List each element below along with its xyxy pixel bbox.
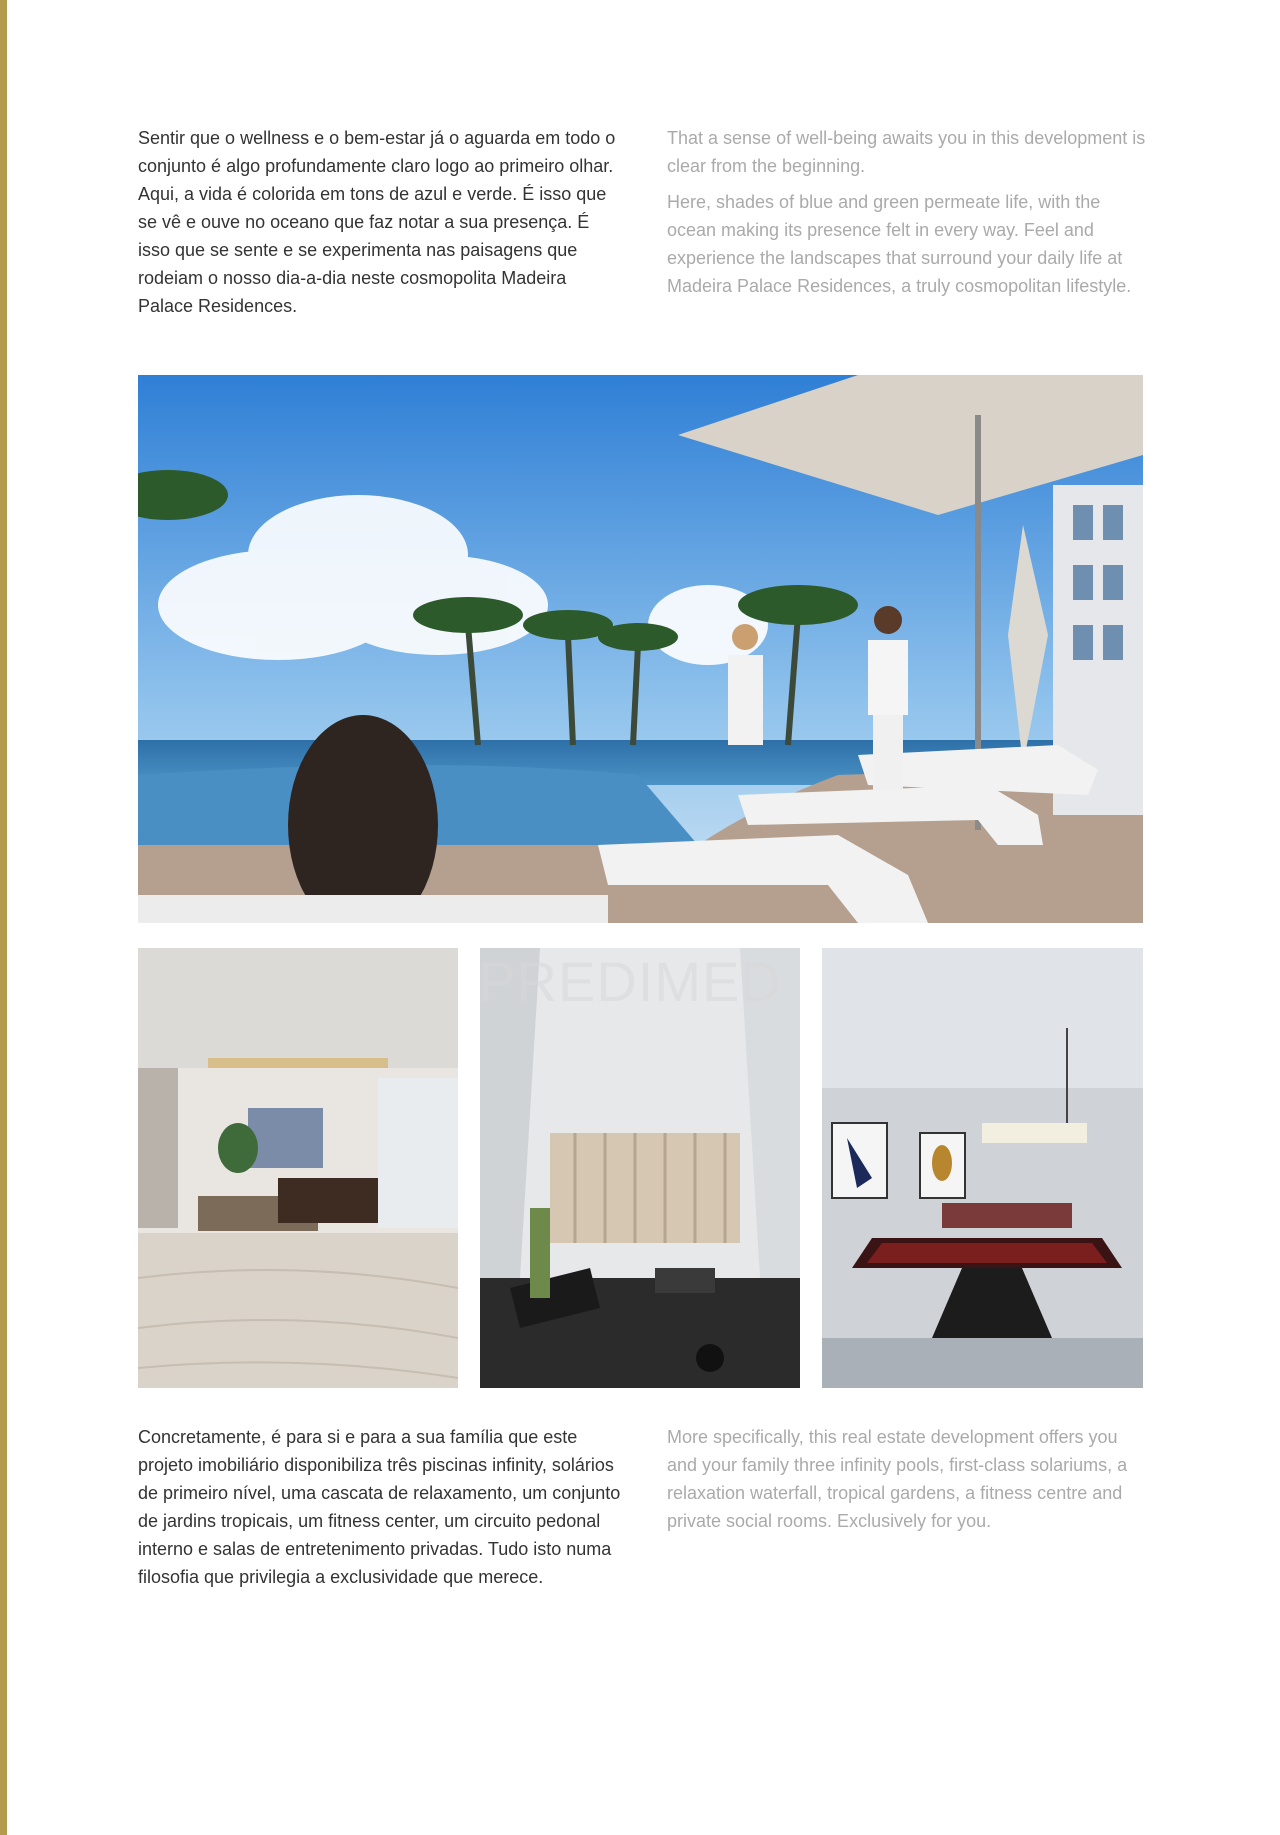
lounge-illustration: [822, 948, 1143, 1388]
lobby-illustration: [138, 948, 458, 1388]
gym-image: [480, 948, 800, 1388]
closing-text-pt: [138, 1423, 623, 1599]
intro-paragraph-pt: Sentir que o wellness e o bem-estar já o aguarda em todo o conjunto é algo profundamente claro logo ao primeiro olhar. Aqui, a vida é colorida em tons de azul e verde. É isso que se vê e ouve no oceano que faz notar a sua presença. É isso que se sente e se experimenta nas paisagens que rodeiam o nosso dia-a-dia neste cosmopolita Madeira Palace Residences.: [138, 128, 616, 316]
intro-text-en: [667, 124, 1147, 308]
closing-paragraph-en: More specifically, this real estate development offers you and your family three infinity pools, first-class solariums, a relaxation waterfall, tropical gardens, a fitness centre and private social rooms. Exclusively for you.: [667, 1427, 1128, 1531]
watermark-text: PREDIMED: [478, 950, 782, 1013]
intro-text-pt: [138, 124, 623, 328]
intro-paragraph-en-2: Here, shades of blue and green permeate life, with the ocean making its presence felt in every way. Feel and experience the landscapes that surround your daily life at Madeira Palace Residences, a truly cosmopolitan lifestyle.: [667, 192, 1132, 296]
gold-border: [0, 0, 7, 1835]
pool-terrace-illustration: [138, 375, 1143, 923]
lobby-image: [138, 948, 458, 1388]
closing-paragraph-pt: Concretamente, é para si e para a sua família que este projeto imobiliário disponibiliza três piscinas infinity, solários de primeiro nível, uma cascata de relaxamento, um conjunto de jardins tropicais, um fitness center, um circuito pedonal interno e salas de entretenimento privadas. Tudo isto numa filosofia que privilegia a exclusividade que merece.: [138, 1427, 621, 1587]
hero-pool-image: [138, 375, 1143, 923]
intro-paragraph-en-1: That a sense of well-being awaits you in this development is clear from the beginning.: [667, 128, 1146, 176]
closing-text-en: [667, 1423, 1147, 1543]
lounge-image: [822, 948, 1143, 1388]
gym-illustration: [480, 948, 800, 1388]
